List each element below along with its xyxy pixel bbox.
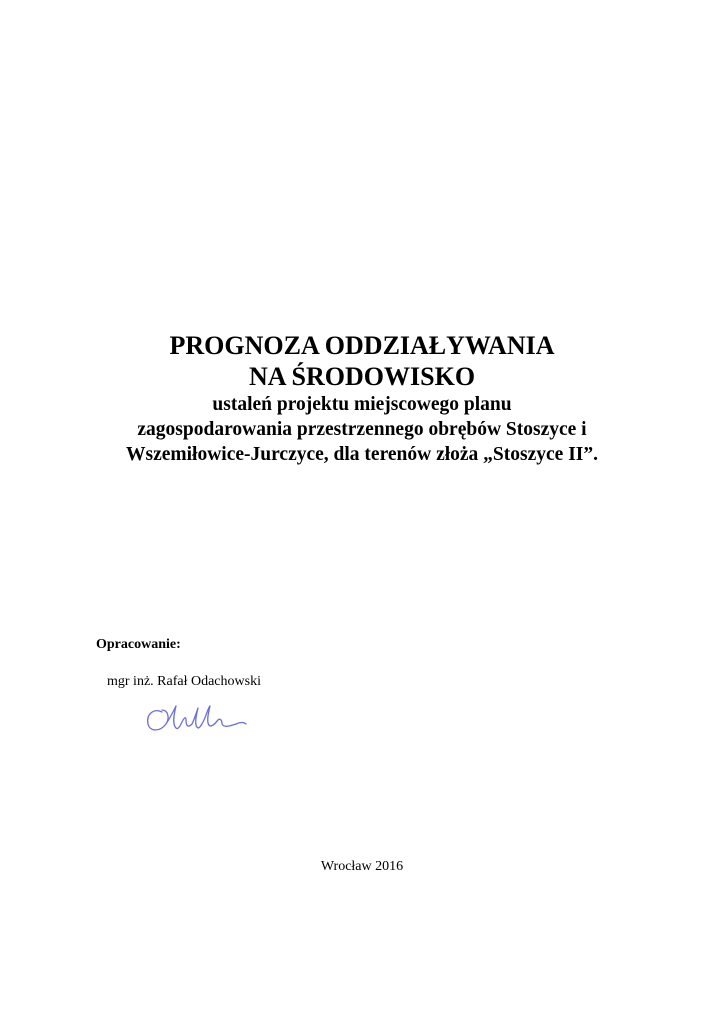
document-title-line-2: NA ŚRODOWISKO bbox=[248, 362, 476, 391]
place-and-date: Wrocław 2016 bbox=[320, 859, 404, 874]
document-title-line-1: PROGNOZA ODDZIAŁYWANIA bbox=[169, 331, 555, 360]
title-block bbox=[60, 330, 664, 467]
document-subtitle-line-1: ustaleń projektu miejscowego planu bbox=[212, 394, 512, 415]
author-name: mgr inż. Rafał Odachowski bbox=[107, 674, 261, 689]
author-label: Opracowanie: bbox=[96, 637, 181, 652]
document-subtitle-line-2: zagospodarowania przestrzennego obrębów Stoszyce i bbox=[137, 419, 587, 440]
handwritten-signature bbox=[140, 700, 250, 740]
document-subtitle-line-3: Wszemiłowice-Jurczyce, dla terenów złoża „Stoszyce II”. bbox=[125, 444, 599, 465]
